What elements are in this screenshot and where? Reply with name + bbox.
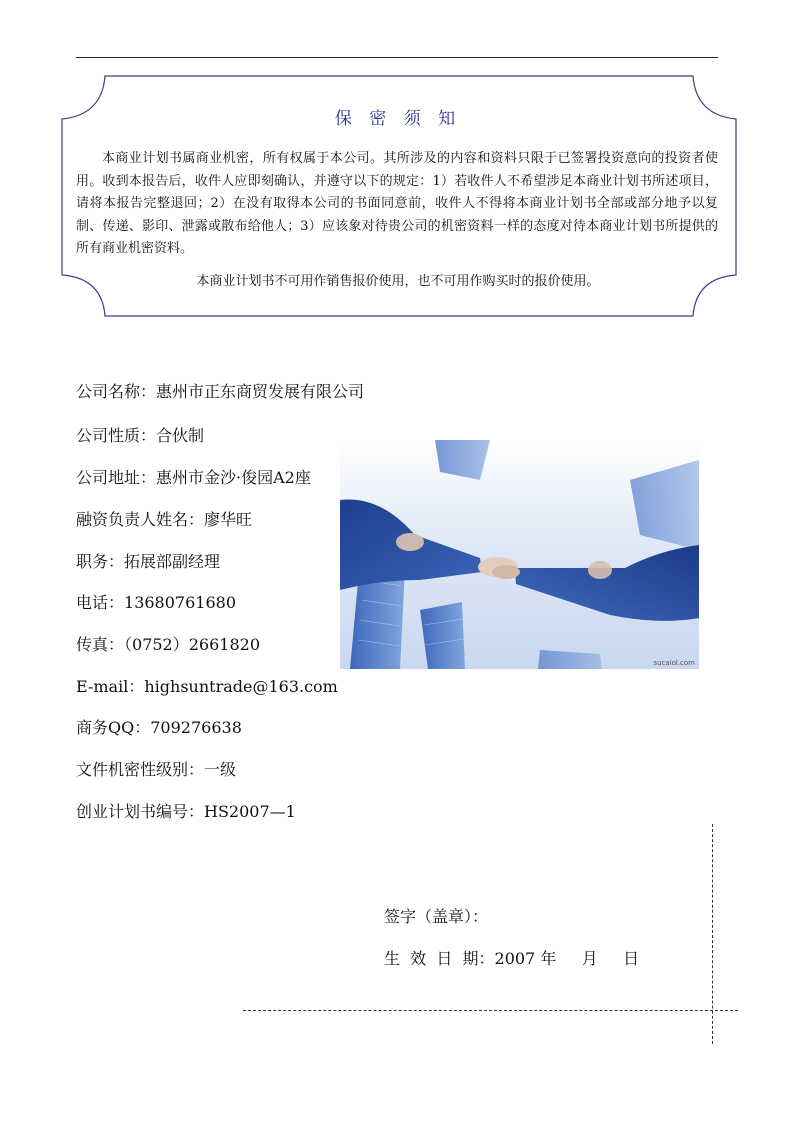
info-label: 创业计划书编号：	[76, 802, 205, 821]
info-label: 文件机密性级别：	[76, 760, 205, 779]
signature-label: 签字（盖章）：	[384, 907, 489, 926]
signature-box-vertical-border	[712, 824, 713, 1044]
notice-body	[76, 148, 718, 261]
info-row-contact-person	[76, 510, 252, 530]
info-label: 传真：	[76, 635, 125, 654]
signature-box-horizontal-border	[243, 1010, 738, 1011]
info-value: 惠州市正东商贸发展有限公司	[156, 382, 365, 401]
info-row-phone	[76, 593, 236, 613]
info-label: 公司性质：	[76, 426, 157, 445]
info-value: 709276638	[150, 718, 242, 737]
info-row-position	[76, 552, 220, 572]
info-row-confidentiality	[76, 760, 236, 780]
info-row-qq	[76, 718, 242, 738]
info-label: E-mail：	[76, 677, 145, 696]
info-value: （0752）2661820	[124, 635, 260, 654]
notice-note: 本商业计划书不可用作销售报价使用，也不可用作购买时的报价使用。	[196, 274, 600, 289]
handshake-photo	[340, 440, 699, 669]
info-value: 惠州市金沙·俊园A2座	[156, 468, 311, 487]
header-rule	[76, 57, 718, 58]
info-label: 融资负责人姓名：	[76, 510, 205, 529]
info-row-fax	[76, 635, 260, 655]
effective-date-line: 生 效 日 期：2007 年 月 日	[384, 949, 640, 968]
handshake-illustration	[340, 440, 699, 669]
photo-credit: sucaiol.com	[653, 659, 695, 667]
info-label: 商务QQ：	[76, 718, 151, 737]
info-row-company-type	[76, 426, 204, 446]
info-row-plan-number	[76, 802, 296, 822]
info-row-email	[76, 677, 338, 697]
notice-paragraph: 本商业计划书属商业机密，所有权属于本公司。其所涉及的内容和资料只限于已签署投资意向的投资者使用。收到本报告后，收件人应即刻确认，并遵守以下的规定：1）若收件人不希望涉足本商业计划书所述项目，请将本报告完整退回；2）在没有取得本公司的书面同意前，收件人不得将本商业计划书全部或部分地予以复制、传递、影印、泄露或散布给他人；3）应该象对待贵公司的机密资料一样的态度对待本商业计划书所提供的所有商业机密资料。	[76, 151, 718, 256]
info-value: 13680761680	[124, 593, 236, 612]
info-label: 公司地址：	[76, 468, 157, 487]
notice-title: 保 密 须 知	[334, 109, 462, 129]
info-value: 廖华旺	[204, 510, 253, 529]
info-value: highsuntrade@163.com	[144, 677, 338, 696]
info-label: 职务：	[76, 552, 125, 571]
info-value: 合伙制	[156, 426, 205, 445]
info-value: 一级	[204, 760, 237, 779]
info-label: 电话：	[76, 593, 125, 612]
info-label: 公司名称：	[76, 382, 157, 401]
info-value: 拓展部副经理	[124, 552, 221, 571]
info-row-company-name	[76, 382, 364, 402]
info-value: HS2007—1	[204, 802, 296, 821]
info-row-address	[76, 468, 311, 488]
